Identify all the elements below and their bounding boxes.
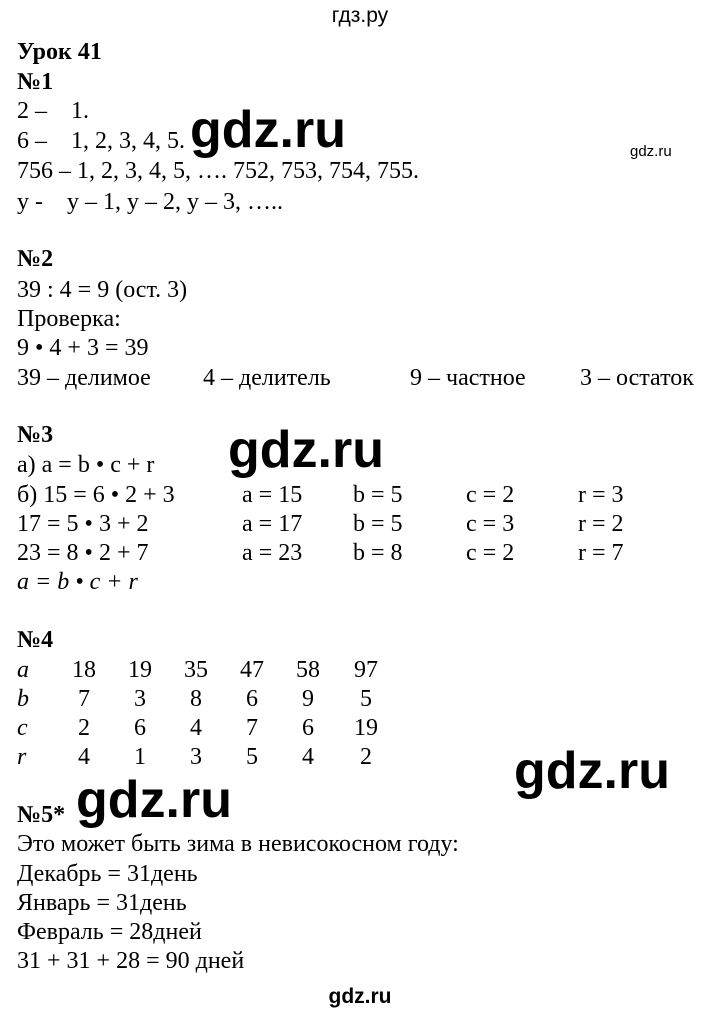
task1-line: 6 – 1, 2, 3, 4, 5. <box>17 128 185 154</box>
task3-value-r: r = 7 <box>578 540 624 566</box>
task4-cell: 9 <box>302 686 314 712</box>
term-quotient: 9 – частное <box>410 365 526 391</box>
watermark-small: gdz.ru <box>630 143 672 160</box>
watermark: gdz.ru <box>228 421 384 479</box>
task3-equation: б) 15 = 6 • 2 + 3 <box>17 482 175 508</box>
task3-value-c: c = 2 <box>466 482 515 508</box>
task4-cell: 18 <box>72 657 96 683</box>
task4-cell: 2 <box>78 715 90 741</box>
task4-cell: 3 <box>190 744 202 770</box>
task3-value-a: a = 15 <box>242 482 303 508</box>
task4-cell: 97 <box>354 657 378 683</box>
task2-title: №2 <box>17 246 54 272</box>
task4-cell: 47 <box>240 657 264 683</box>
task5-line: Это может быть зима в невисокосном году: <box>17 831 459 857</box>
task4-cell: 4 <box>302 744 314 770</box>
task4-cell: 19 <box>128 657 152 683</box>
task3-formula-a: а) a = b • c + r <box>17 452 155 478</box>
task4-cell: 6 <box>302 715 314 741</box>
task4-cell: 19 <box>354 715 378 741</box>
task4-cell: 7 <box>246 715 258 741</box>
task2-division: 39 : 4 = 9 (ост. 3) <box>17 277 188 303</box>
task3-value-a: a = 17 <box>242 511 303 537</box>
task4-cell: 3 <box>134 686 146 712</box>
task1-line: 756 – 1, 2, 3, 4, 5, …. 752, 753, 754, 755. <box>17 158 419 184</box>
task3-equation: 17 = 5 • 3 + 2 <box>17 511 149 537</box>
task3-title: №3 <box>17 422 54 448</box>
task4-cell: 7 <box>78 686 90 712</box>
task5-line: Февраль = 28дней <box>17 919 202 945</box>
task3-value-a: a = 23 <box>242 540 303 566</box>
task4-row-label: b <box>17 686 29 712</box>
lesson-title: Урок 41 <box>17 39 102 65</box>
term-remainder: 3 – остаток <box>580 365 694 391</box>
task5-line: Декабрь = 31день <box>17 861 198 887</box>
task1-line: у - у – 1, у – 2, у – 3, ….. <box>17 189 283 215</box>
term-divisor: 4 – делитель <box>203 365 331 391</box>
task4-cell: 5 <box>360 686 372 712</box>
task5-line: 31 + 31 + 28 = 90 дней <box>17 948 245 974</box>
watermark: gdz.ru <box>190 101 346 159</box>
site-footer: gdz.ru <box>328 985 392 1008</box>
task1-line: 2 – 1. <box>17 98 89 124</box>
task4-cell: 2 <box>360 744 372 770</box>
task3-formula: a = b • c + r <box>17 569 138 595</box>
watermark: gdz.ru <box>514 742 670 800</box>
task4-cell: 4 <box>190 715 202 741</box>
site-header: гдз.ру <box>331 4 389 27</box>
task3-value-c: c = 2 <box>466 540 515 566</box>
task4-cell: 4 <box>78 744 90 770</box>
task4-cell: 5 <box>246 744 258 770</box>
task4-cell: 58 <box>296 657 320 683</box>
task3-value-r: r = 3 <box>578 482 624 508</box>
task4-row-label: a <box>17 657 29 683</box>
task4-row-label: c <box>17 715 28 741</box>
task5-line: Январь = 31день <box>17 890 187 916</box>
task3-value-b: b = 5 <box>353 511 403 537</box>
task3-equation: 23 = 8 • 2 + 7 <box>17 540 149 566</box>
task1-title: №1 <box>17 69 54 95</box>
task4-cell: 1 <box>134 744 146 770</box>
task5-title: №5* <box>17 802 66 828</box>
task2-check: 9 • 4 + 3 = 39 <box>17 335 149 361</box>
term-dividend: 39 – делимое <box>17 365 151 391</box>
task4-cell: 6 <box>134 715 146 741</box>
task4-cell: 8 <box>190 686 202 712</box>
task3-value-r: r = 2 <box>578 511 624 537</box>
watermark: gdz.ru <box>76 771 232 829</box>
task4-title: №4 <box>17 627 54 653</box>
task3-value-c: c = 3 <box>466 511 515 537</box>
task3-value-b: b = 5 <box>353 482 403 508</box>
task4-cell: 6 <box>246 686 258 712</box>
task2-check-label: Проверка: <box>17 306 121 332</box>
task4-row-label: r <box>17 744 27 770</box>
task3-value-b: b = 8 <box>353 540 403 566</box>
task4-cell: 35 <box>184 657 208 683</box>
